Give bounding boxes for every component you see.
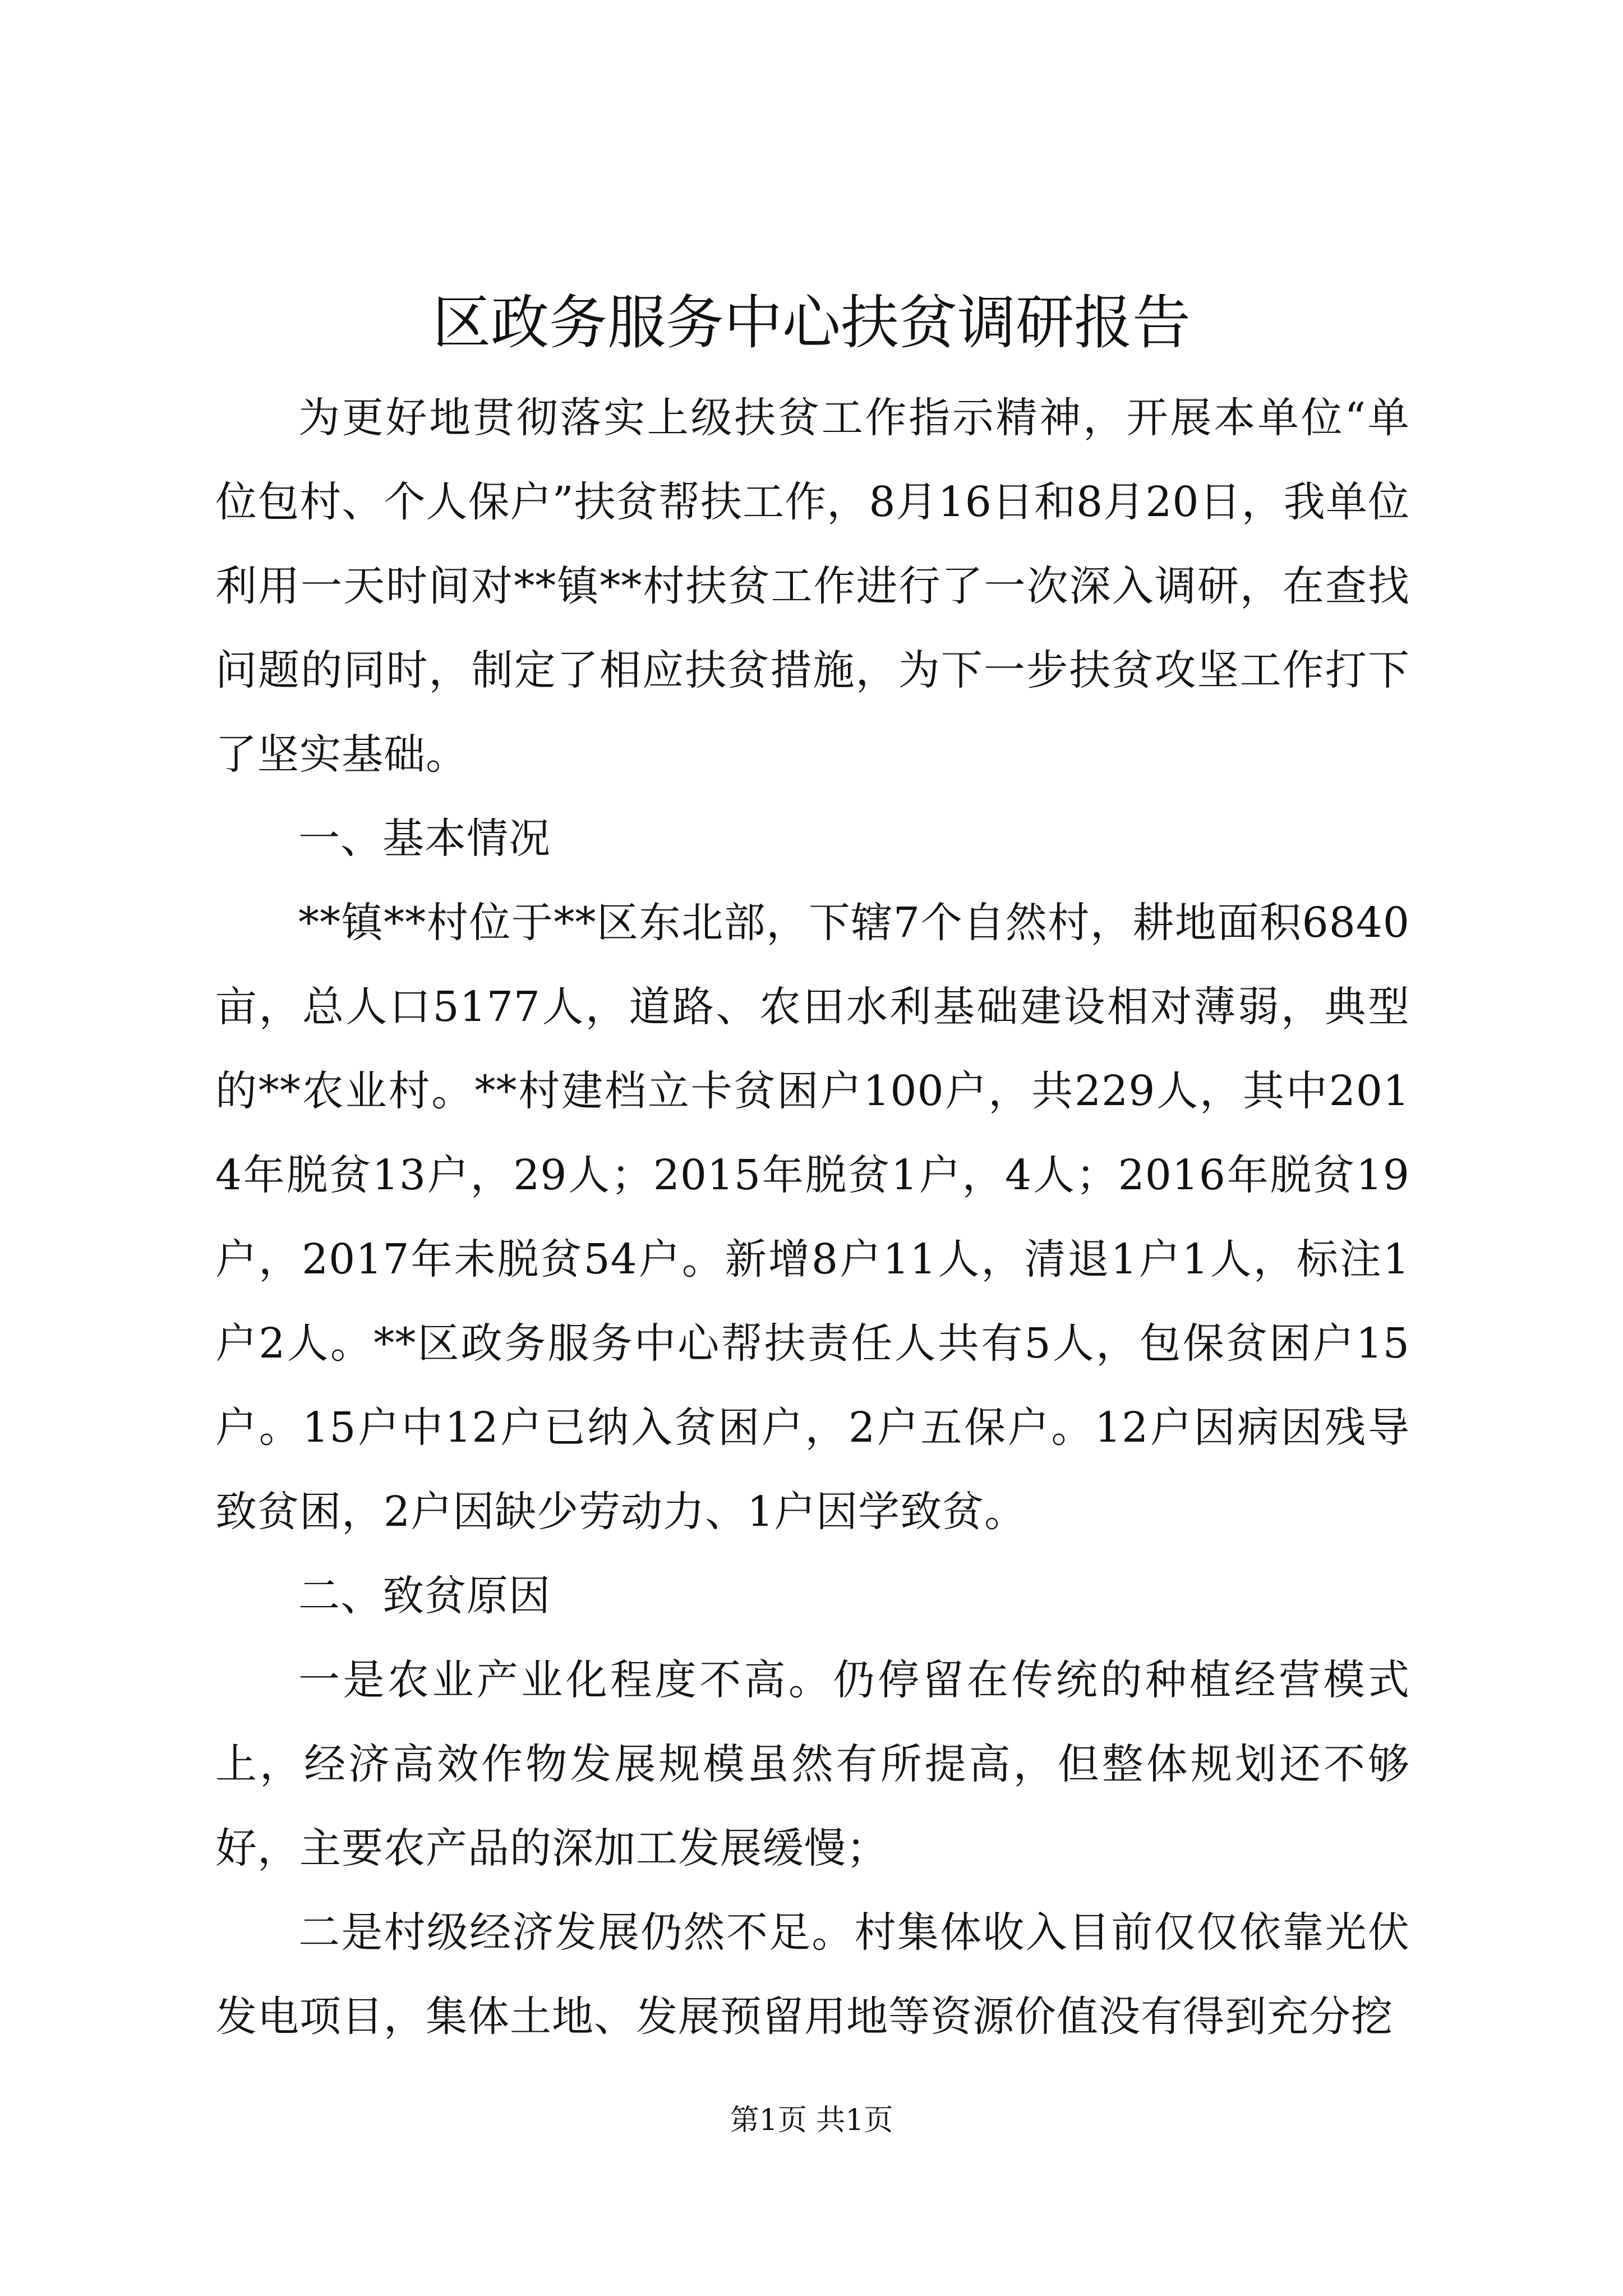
document-body xyxy=(215,376,1410,2059)
paragraph-cause-two: 二是村级经济发展仍然不足。村集体收入目前仅仅依靠光伏发电项目，集体土地、发展预留用地等资源价值没有得到充分挖 xyxy=(215,1908,1410,2041)
paragraph-intro: 为更好地贯彻落实上级扶贫工作指示精神，开展本单位“单位包村、个人保户”扶贫帮扶工作，8月16日和8月20日，我单位利用一天时间对**镇**村扶贫工作进行了一次深入调研，在查找问题的同时，制定了相应扶贫措施，为下一步扶贫攻坚工作打下了坚实基础。 xyxy=(215,394,1410,779)
paragraph-cause-one: 一是农业产业化程度不高。仍停留在传统的种植经营模式上，经济高效作物发展规模虽然有所提高，但整体规划还不够好，主要农产品的深加工发展缓慢； xyxy=(215,1656,1410,1872)
section-heading-poverty-causes: 二、致贫原因 xyxy=(298,1572,551,1620)
section-heading-basic-situation: 一、基本情况 xyxy=(298,815,551,863)
document-title: 区政务服务中心扶贫调研报告 xyxy=(432,288,1191,357)
page-footer: 第1页 共1页 xyxy=(730,2104,893,2137)
paragraph-basic-situation: **镇**村位于**区东北部，下辖7个自然村，耕地面积6840亩，总人口5177人，道路、农田水利基础建设相对薄弱，典型的**农业村。**村建档立卡贫困户100户，共229人，其中2014年脱贫13户，29人；2015年脱贫1户，4人；2016年脱贫19户，2017年未脱贫54户。新增8户11人，清退1户1人，标注1户2人。**区政务服务中心帮扶责任人共有5人，包保贫困户15户。15户中12户已纳入贫困户，2户五保户。12户因病因残导致贫困，2户因缺少劳动力、1户因学致贫。 xyxy=(215,899,1410,1536)
